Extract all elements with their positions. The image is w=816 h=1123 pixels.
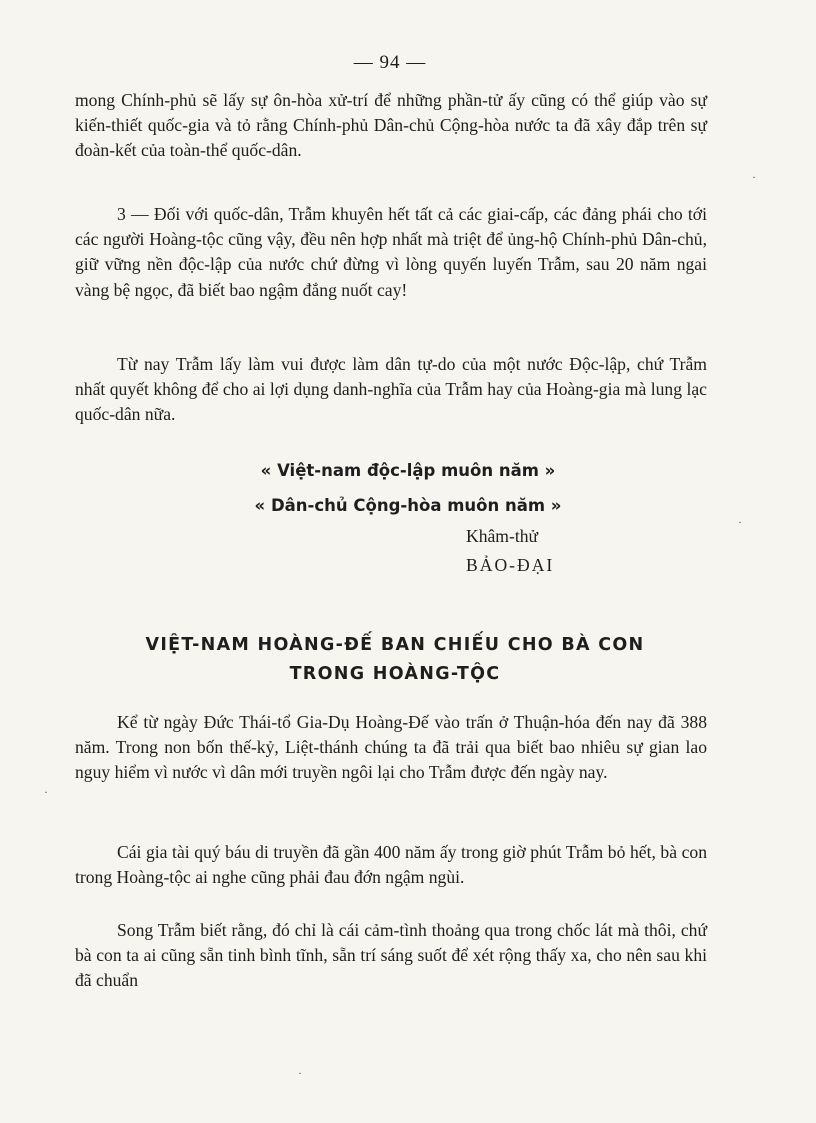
page-number: — 94 — [353,52,427,73]
section-paragraph-1 [75,710,707,786]
print-speck-mark: · [752,170,756,184]
paragraph-5: Cái gia tài quý báu di truyền đã gần 400 năm ấy trong giờ phút Trẫm bỏ hết, bà con trong Hoàng-tộc ai nghe cũng phải đau đớn ngậm ngùi. [75,842,707,888]
paragraph-continuation [75,88,707,164]
section-heading-line-1: VIỆT-NAM HOÀNG-ĐẾ BAN CHIẾU CHO BÀ CON [145,635,645,655]
slogan-independence: « Việt-nam độc-lập muôn năm » [260,461,556,480]
section-paragraph-3 [75,918,707,994]
paragraph-1: mong Chính-phủ sẽ lấy sự ôn-hòa xử-trí để những phần-tử ấy cũng có thể giúp vào sự kiến-thiết quốc-gia và tỏ rằng Chính-phủ Dân-chủ Cộng-hòa nước ta đã xây đắp trên sự đoàn-kết của toàn-thể quốc-dân. [75,90,707,161]
print-speck-mark: · [738,515,742,529]
signature-name: BẢO-ĐẠI [466,555,555,575]
signature-kham-thu: Khâm-thử [466,526,539,546]
print-speck-mark: · [298,1066,302,1080]
paragraph-4: Kể từ ngày Đức Thái-tổ Gia-Dụ Hoàng-Đế vào trấn ở Thuận-hóa đến nay đã 388 năm. Trong non bốn thế-kỷ, Liệt-thánh chúng ta đã trải qua biết bao nhiêu sự gian lao nguy hiểm vì nước vì dân mới truyền ngôi lại cho Trẫm được đến ngày nay. [75,712,707,783]
print-speck-mark: · [44,785,48,799]
slogan-republic: « Dân-chủ Cộng-hòa muôn năm » [254,496,562,515]
paragraph-6: Song Trẫm biết rằng, đó chỉ là cái cảm-tình thoảng qua trong chốc lát mà thôi, chứ bà con ta ai cũng sẵn tinh bình tĩnh, sẵn trí sáng suốt để xét rộng thấy xa, cho nên sau khi đã chuẩn [75,920,707,991]
paragraph-3: Từ nay Trẫm lấy làm vui được làm dân tự-do của một nước Độc-lập, chứ Trẫm nhất quyết không để cho ai lợi dụng danh-nghĩa của Trẫm hay của Hoàng-gia mà lung lạc quốc-dân nữa. [75,354,707,425]
section-paragraph-2 [75,840,707,890]
paragraph-point-3 [75,202,707,303]
paragraph-closing [75,352,707,428]
section-heading-line-2: TRONG HOÀNG-TỘC [289,664,501,684]
paragraph-2: 3 — Đối với quốc-dân, Trẫm khuyên hết tất cả các giai-cấp, các đảng phái cho tới các người Hoàng-tộc cũng vậy, đều nên hợp nhất mà triệt để ủng-hộ Chính-phủ Dân-chủ, giữ vững nền độc-lập của nước chứ đừng vì lòng quyến luyến Trẫm, sau 20 năm ngai vàng bệ ngọc, đã biết bao ngậm đắng nuốt cay! [75,204,707,300]
